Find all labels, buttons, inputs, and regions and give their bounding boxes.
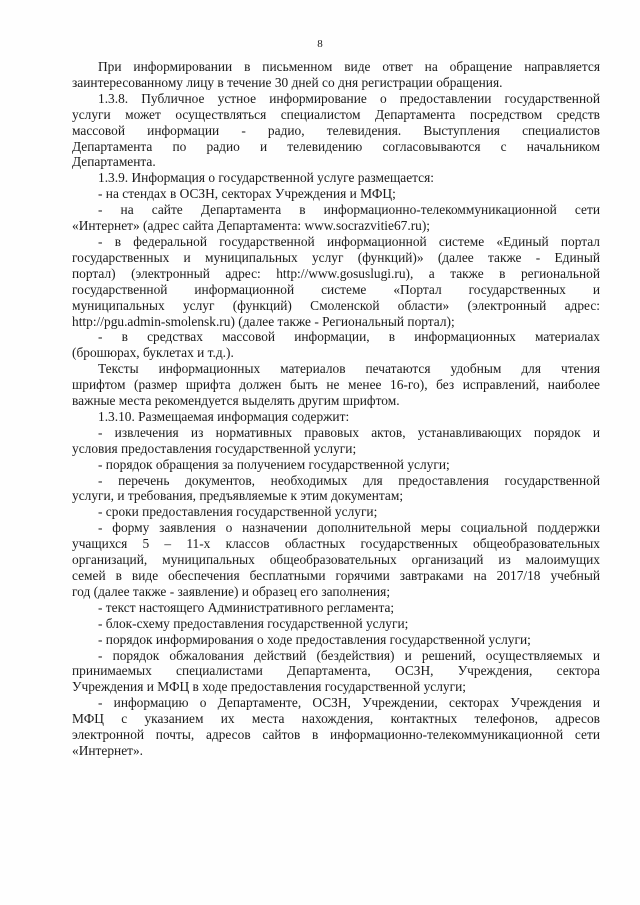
text-line: - текст настоящего Административного регламента;: [98, 599, 395, 615]
paragraph: [72, 695, 600, 759]
paragraph: [72, 409, 600, 425]
text-line: услуги, и требования, предъявляемые к этим документам;: [72, 488, 404, 504]
text-line: - форму заявления о назначении дополнительной меры социальной поддержки: [98, 520, 600, 536]
paragraph: [72, 170, 600, 186]
text-line: - блок-схему предоставления государственной услуги;: [98, 615, 409, 631]
paragraph: [72, 616, 600, 632]
paragraph: [72, 504, 600, 520]
text-line: семей в виде обеспечения бесплатными горячими завтраками на 2017/18 учебный: [72, 568, 600, 583]
text-line: Департамента.: [72, 154, 156, 170]
text-line: услуги может осуществляться специалистом Департамента посредством средств: [72, 106, 600, 122]
text-line: Тексты информационных материалов печатаются удобным для чтения: [98, 361, 600, 377]
text-line: государственных и муниципальных услуг (функций)» (далее также - Единый: [72, 249, 600, 265]
text-line: МФЦ с указанием их места нахождения, контактных телефонов, адресов: [72, 711, 600, 727]
text-line: государственной информационной системе «Портал государственных и: [72, 281, 600, 297]
paragraph: [72, 473, 600, 505]
text-line: - в средствах массовой информации, в информационных материалах: [98, 329, 600, 345]
paragraph: [72, 329, 600, 361]
text-line: - порядок информирования о ходе предоставления государственной услуги;: [98, 631, 531, 647]
text-line: - извлечения из нормативных правовых актов, устанавливающих порядок и: [98, 424, 600, 440]
paragraph: [72, 632, 600, 648]
text-line: важные места рекомендуется выделять другим шрифтом.: [72, 393, 400, 409]
paragraph: [72, 648, 600, 696]
text-line: Департамента по радио и телевидению согласовываются с начальником: [72, 138, 600, 154]
text-line: учащихся 5 – 11-х классов областных государственных общеобразовательных: [72, 536, 600, 552]
text-line: - порядок обжалования действий (бездействия) и решений, осуществляемых и: [98, 647, 600, 663]
text-line: - порядок обращения за получением государственной услуги;: [98, 456, 450, 472]
text-line: - на сайте Департамента в информационно-телекоммуникационной сети: [98, 202, 600, 218]
text-line: «Интернет» (адрес сайта Департамента: www.socrazvitie67.ru);: [72, 218, 431, 234]
text-line: - сроки предоставления государственной услуги;: [98, 504, 378, 520]
text-line: http://pgu.admin-smolensk.ru) (далее также - Региональный портал);: [72, 313, 455, 329]
text-line: муниципальных услуг (функций) Смоленской области» (электронный адрес:: [72, 297, 600, 313]
text-line: - информацию о Департаменте, ОСЗН, Учреждении, секторах Учреждения и: [98, 695, 600, 711]
text-line: условия предоставления государственной услуги;: [72, 440, 357, 456]
text-line: Учреждения и МФЦ в ходе предоставления государственной услуги;: [72, 679, 466, 695]
text-line: При информировании в письменном виде ответ на обращение направляется: [98, 59, 600, 74]
text-line: 1.3.10. Размещаемая информация содержит:: [98, 408, 350, 424]
text-line: год (далее также - заявление) и образец его заполнения;: [72, 583, 391, 599]
text-line: принимаемых специалистами Департамента, ОСЗН, Учреждения, сектора: [72, 663, 600, 679]
document-body: [72, 59, 600, 759]
text-line: электронной почты, адресов сайтов в информационно-телекоммуникационной сети: [72, 727, 600, 743]
text-line: 1.3.8. Публичное устное информирование о предоставлении государственной: [98, 90, 600, 106]
paragraph: [72, 91, 600, 171]
page-number: 8: [317, 38, 323, 50]
paragraph: [72, 600, 600, 616]
text-line: - перечень документов, необходимых для предоставления государственной: [98, 472, 600, 488]
text-line: - на стендах в ОСЗН, секторах Учреждения и МФЦ;: [98, 186, 396, 202]
text-line: «Интернет».: [72, 742, 144, 758]
paragraph: [72, 457, 600, 473]
text-line: шрифтом (размер шрифта должен быть не менее 16-го), без исправлений, наиболее: [72, 377, 600, 393]
text-line: заинтересованному лицу в течение 30 дней со дня регистрации обращения.: [72, 74, 503, 90]
text-line: массовой информации - радио, телевидения. Выступления специалистов: [72, 122, 600, 138]
text-line: организаций, муниципальных общеобразовательных организаций из малоимущих: [72, 552, 600, 568]
paragraph: [72, 361, 600, 409]
paragraph: [72, 59, 600, 91]
paragraph: [72, 186, 600, 202]
paragraph: [72, 425, 600, 457]
text-line: портал) (электронный адрес: http://www.gosuslugi.ru), а также в региональной: [72, 265, 600, 281]
paragraph: [72, 234, 600, 329]
text-line: 1.3.9. Информация о государственной услуге размещается:: [98, 170, 434, 186]
paragraph: [72, 202, 600, 234]
text-line: (брошюрах, буклетах и т.д.).: [72, 345, 234, 361]
text-line: - в федеральной государственной информационной системе «Единый портал: [98, 233, 600, 249]
paragraph: [72, 520, 600, 600]
